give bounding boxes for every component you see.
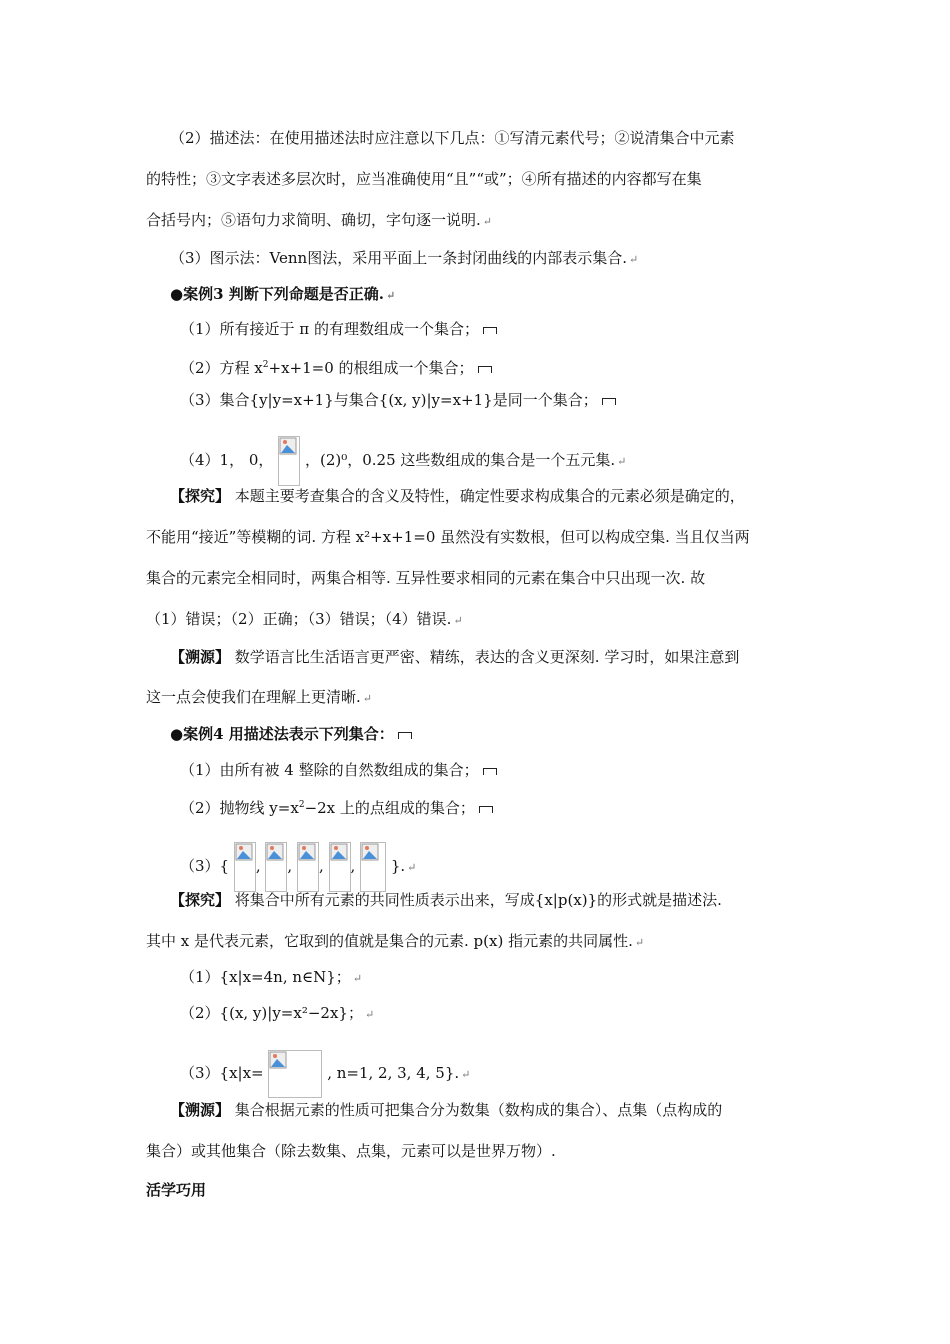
paragraph-mark-icon xyxy=(602,398,616,405)
paragraph-mark-icon xyxy=(478,366,492,373)
case3-item3: （3）集合{y|y=x+1}与集合{(x, y)|y=x+1}是同一个集合； xyxy=(180,389,616,411)
section-heading: 活学巧用 xyxy=(146,1181,207,1199)
case3-item1: （1）所有接近于 π 的有理数组成一个集合； xyxy=(180,318,497,340)
source2-line1: 【溯源】 集合根据元素的性质可把集合分为数集（数构成的集合）、点集（点构成的 xyxy=(170,1101,723,1119)
paragraph-mark-icon xyxy=(398,732,412,739)
case4-heading: ●案例4 用描述法表示下列集合： xyxy=(170,723,412,745)
broken-image-icon xyxy=(278,436,300,486)
broken-image-icon xyxy=(297,842,319,892)
explore2-line1: 【探究】 将集合中所有元素的共同性质表示出来，写成{x|p(x)}的形式就是描述法. xyxy=(170,891,722,909)
explore1-line1: 【探究】 本题主要考查集合的含义及特性，确定性要求构成集合的元素必须是确定的， xyxy=(170,487,745,505)
source1-line2: 这一点会使我们在理解上更清晰. ↵ xyxy=(146,688,372,706)
para-description-1: （2）描述法：在使用描述法时应注意以下几点：①写清元素代号；②说清集合中元素 xyxy=(170,129,735,147)
para-description-3: 合括号内；⑤语句力求简明、确切，字句逐一说明. ↵ xyxy=(146,211,492,229)
explore1-line2: 不能用“接近”等模糊的词. 方程 x²+x+1=0 虽然没有实数根，但可以构成空集. 当且仅当两 xyxy=(146,528,750,546)
case4-item2: （2）抛物线 $y=x^2-2x$ 上的点组成的集合； xyxy=(180,794,493,819)
case3-item4: （4）1， 0， ，(2)⁰，0.25 这些数组成的集合是一个五元集. ↵ xyxy=(180,436,626,486)
answer4-item3: （3）{x|x= , n=1, 2, 3, 4, 5}. ↵ xyxy=(180,1050,470,1098)
paragraph-mark-icon xyxy=(483,327,497,334)
case3-item2: （2）方程 $x^2+x+1=0$ 的根组成一个集合； xyxy=(180,354,492,379)
case4-item1: （1）由所有被 4 整除的自然数组成的集合； xyxy=(180,759,497,781)
broken-image-icon xyxy=(329,842,351,892)
explore1-line3: 集合的元素完全相同时，两集合相等. 互异性要求相同的元素在集合中只出现一次. 故 xyxy=(146,569,706,587)
broken-image-icon xyxy=(360,842,386,892)
para-venn: （3）图示法：Venn图法，采用平面上一条封闭曲线的内部表示集合. ↵ xyxy=(170,249,639,267)
broken-image-icon xyxy=(265,842,287,892)
explore2-line2: 其中 x 是代表元素，它取到的值就是集合的元素. p(x) 指元素的共同属性. ↵ xyxy=(146,932,645,950)
source1-line1: 【溯源】 数学语言比生活语言更严密、精练，表达的含义更深刻. 学习时，如果注意到 xyxy=(170,648,740,666)
paragraph-mark-icon xyxy=(479,806,493,813)
answer4-item1: （1）{x|x=4n, n∈N}； ↵ xyxy=(180,968,363,986)
answer4-item2: （2）{(x, y)|y=x²−2x}； ↵ xyxy=(180,1004,375,1022)
explore1-line4: （1）错误；（2）正确；（3）错误；（4）错误. ↵ xyxy=(146,610,463,628)
broken-image-icon xyxy=(268,1050,322,1098)
broken-image-icon xyxy=(234,842,256,892)
case3-heading: ●案例3 判断下列命题是否正确. ↵ xyxy=(170,285,396,303)
para-description-2: 的特性；③文字表述多层次时，应当准确使用“且”“或”；④所有描述的内容都写在集 xyxy=(146,170,702,188)
source2-line2: 集合）或其他集合（除去数集、点集，元素可以是世界万物）. xyxy=(146,1142,556,1160)
paragraph-mark-icon xyxy=(483,768,497,775)
case4-item3: （3）{ , , , , }. ↵ xyxy=(180,842,416,892)
